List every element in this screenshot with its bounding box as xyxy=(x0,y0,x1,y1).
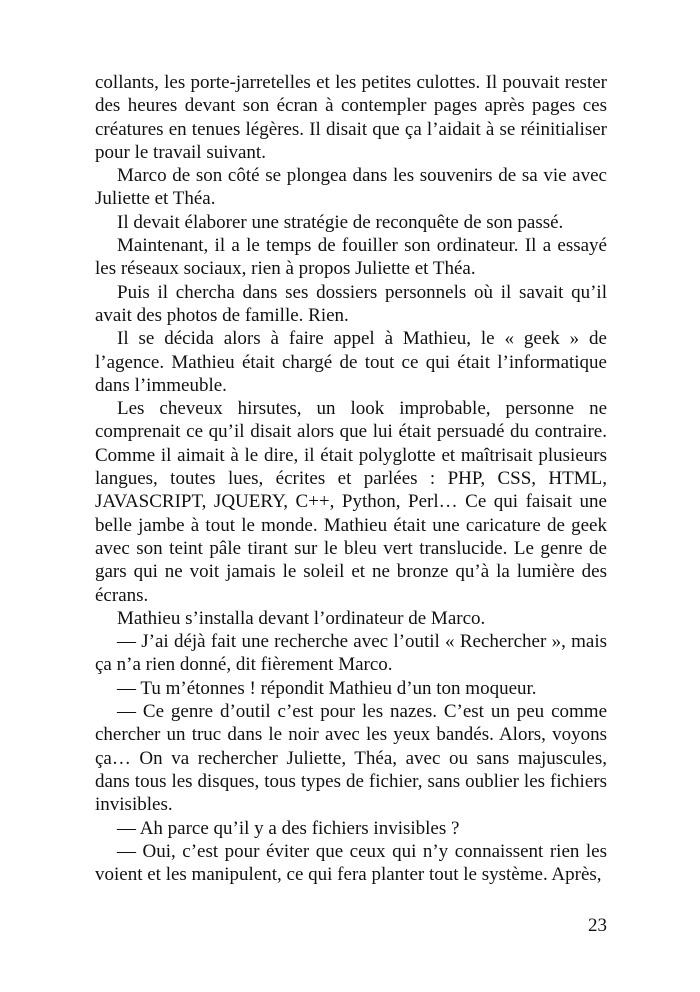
paragraph: Il se décida alors à faire appel à Mathieu, le « geek » de l’agence. Mathieu était chargé de tout ce qui était l’informatique dans l’immeuble. xyxy=(95,328,607,396)
paragraph: Mathieu s’installa devant l’ordinateur de Marco. xyxy=(117,607,486,629)
paragraph: Puis il chercha dans ses dossiers personnels où il savait qu’il avait des photos de famille. Rien. xyxy=(95,281,607,326)
body-text xyxy=(95,71,607,886)
paragraph: — Tu m’étonnes ! répondit Mathieu d’un ton moqueur. xyxy=(117,677,537,699)
paragraph: — Oui, c’est pour éviter que ceux qui n’y connaissent rien les voient et les manipulent, ce qui fera planter tout le système. Après, xyxy=(95,840,607,886)
paragraph: Il devait élaborer une stratégie de reconquête de son passé. xyxy=(117,211,564,233)
paragraph: — Ah parce qu’il y a des fichiers invisibles ? xyxy=(117,817,460,839)
paragraph: — J’ai déjà fait une recherche avec l’outil « Rechercher », mais ça n’a rien donné, dit fièrement Marco. xyxy=(95,631,607,676)
paragraph: Les cheveux hirsutes, un look improbable, personne ne comprenait ce qu’il disait alors que lui était persuadé du contraire. Comme il aimait à le dire, il était polyglotte et maîtrisait plusieurs langues, toutes lues, écrites et parlées : PHP, CSS, HTML, JAVASCRIPT, JQUERY, C++, Python, Perl… Ce qui faisait une belle jambe à tout le monde. Mathieu était une caricature de geek avec son teint pâle tirant sur le bleu vert translucide. Le genre de gars qui ne voit jamais le soleil et ne bronze qu’à la lumière des écrans. xyxy=(95,398,607,606)
page-number: 23 xyxy=(588,915,607,936)
paragraph: — Ce genre d’outil c’est pour les nazes. C’est un peu comme chercher un truc dans le noir avec les yeux bandés. Alors, voyons ça… On va rechercher Juliette, Théa, avec ou sans majuscules, dans tous les disques, tous types de fichier, sans oublier les fichiers invisibles. xyxy=(95,701,607,816)
paragraph: Marco de son côté se plongea dans les souvenirs de sa vie avec Juliette et Théa. xyxy=(95,165,607,210)
paragraph: Maintenant, il a le temps de fouiller son ordinateur. Il a essayé les réseaux sociaux, rien à propos Juliette et Théa. xyxy=(95,235,607,280)
paragraph: collants, les porte-jarretelles et les petites culottes. Il pouvait rester des heures devant son écran à contempler pages après pages ces créatures en tenues légères. Il disait que ça l’aidait à se réinitialiser pour le travail suivant. xyxy=(95,72,607,163)
